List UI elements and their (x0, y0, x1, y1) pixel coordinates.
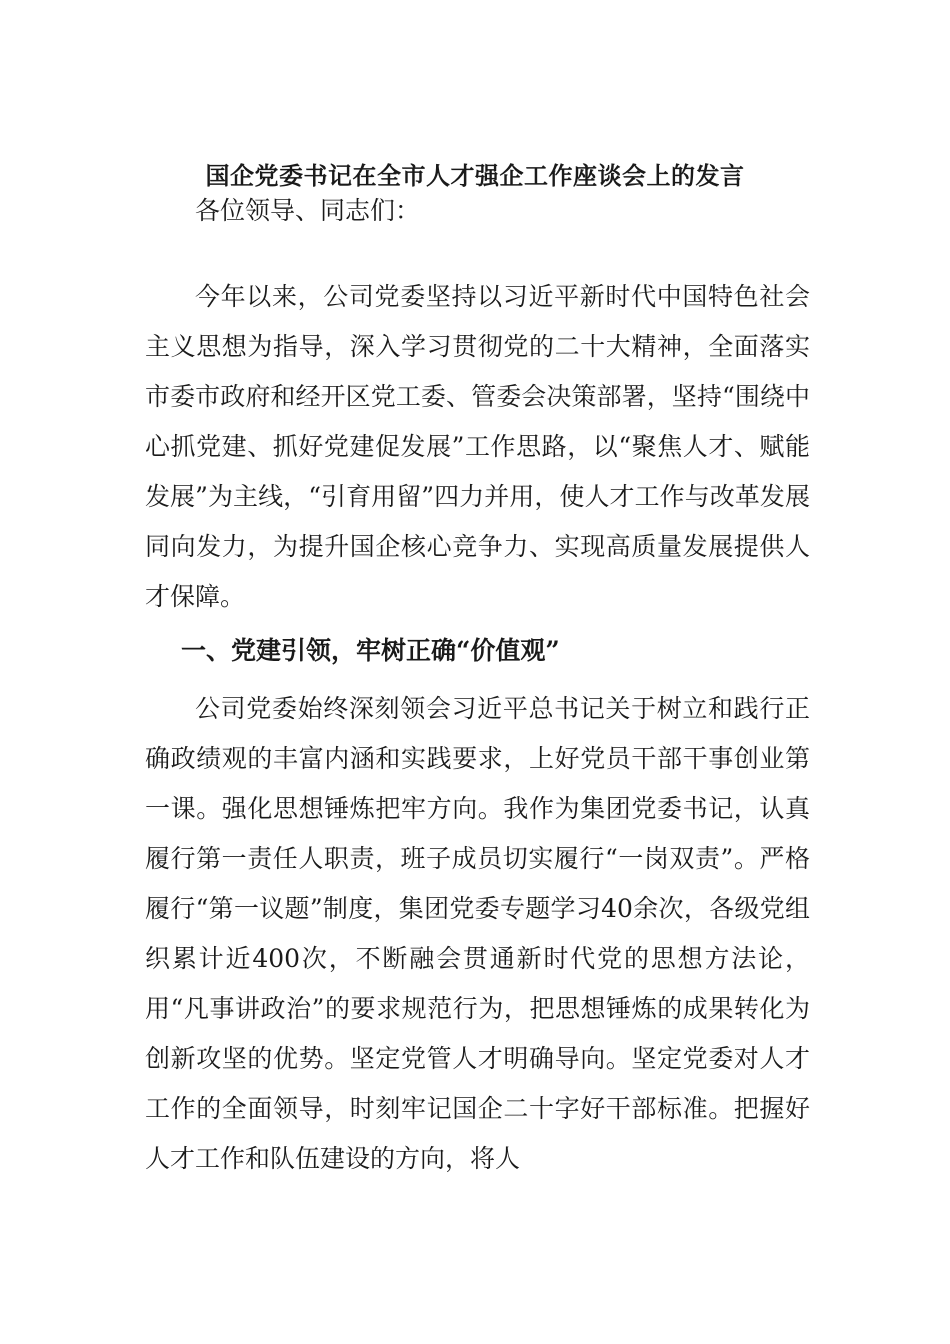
paragraph-intro: 今年以来，公司党委坚持以习近平新时代中国特色社会主义思想为指导，深入学习贯彻党的二十大精神，全面落实市委市政府和经开区党工委、管委会决策部署，坚持“围绕中心抓党建、抓好党建促发展”工作思路，以“聚焦人才、赋能发展”为主线，“引育用留”四力并用，使人才工作与改革发展同向发力，为提升国企核心竞争力、实现高质量发展提供人才保障。 (145, 282, 810, 611)
document-title: 国企党委书记在全市人才强企工作座谈会上的发言 (205, 161, 745, 190)
paragraph-section-1: 公司党委始终深刻领会习近平总书记关于树立和践行正确政绩观的丰富内涵和实践要求，上好党员干部干事创业第一课。强化思想锤炼把牢方向。我作为集团党委书记，认真履行第一责任人职责，班子成员切实履行“一岗双责”。严格履行“第一议题”制度，集团党委专题学习40余次，各级党组织累计近400次，不断融会贯通新时代党的思想方法论，用“凡事讲政治”的要求规范行为，把思想锤炼的成果转化为创新攻坚的优势。坚定党管人才明确导向。坚定党委对人才工作的全面领导，时刻牢记国企二十字好干部标准。把握好人才工作和队伍建设的方向，将人 (145, 694, 810, 1173)
section-heading-1: 一、党建引领，牢树正确“价值观” (181, 636, 560, 665)
salutation: 各位领导、同志们： (195, 196, 421, 225)
